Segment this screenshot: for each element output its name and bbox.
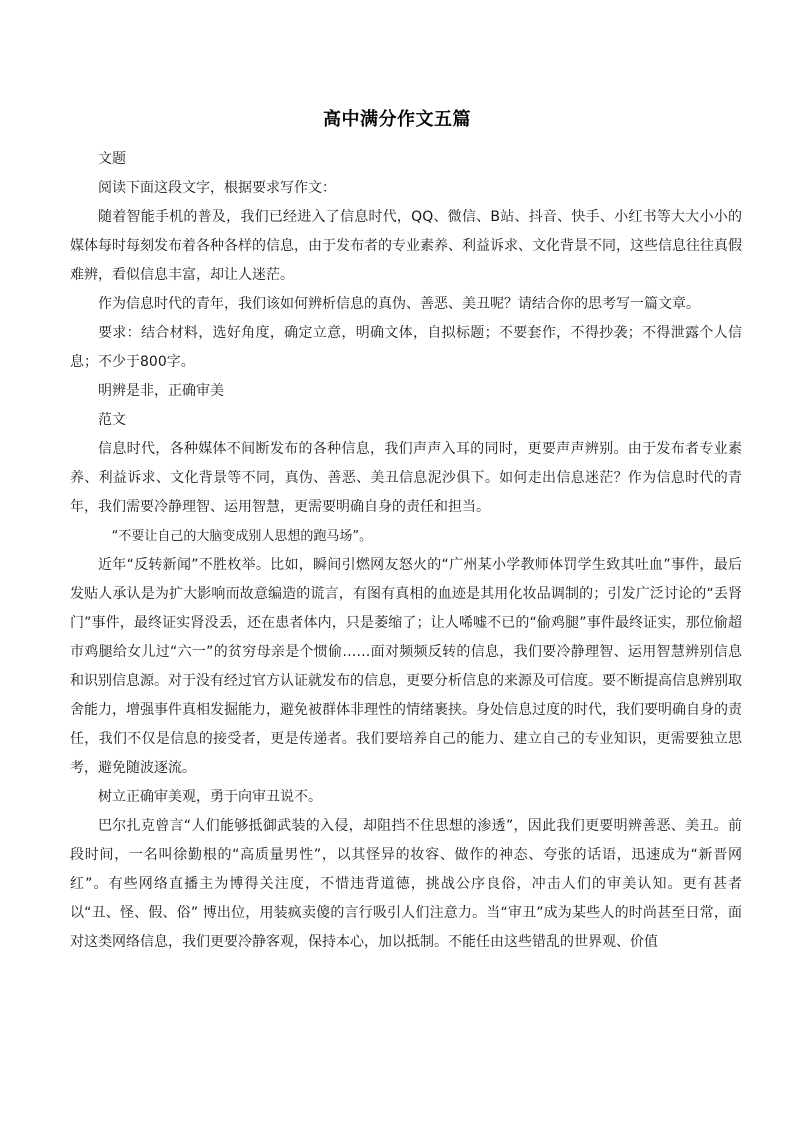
paragraph-balzac: 巴尔扎克曾言“人们能够抵御武装的入侵，却阻挡不住思想的渗透”，因此我们更要明辨善恶、美丑。前段时间，一名叫徐勤根的“高质量男性”，以其怪异的妆容、做作的神态、夸张的话语，迅速成为“新晋网红”。有些网络直播主为博得关注度，不惜违背道德，挑战公序良俗，冲击人们的审美认知。更有甚者以“丑、怪、假、俗” 博出位，用装疯卖傻的言行吸引人们注意力。当“审丑”成为某些人的时尚甚至日常，面对这类网络信息，我们更要冷静客观，保持本心，加以抵制。不能任由这些错乱的世界观、价值 [70,818,742,950]
paragraph-essay-intro: 信息时代，各种媒体不间断发布的各种信息，我们声声入耳的同时，更要声声辨别。由于发布者专业素养、利益诉求、文化背景等不同，真伪、善恶、美丑信息泥沙俱下。如何走出信息迷茫？作为信息时代的青年，我们需要冷静理智、运用智慧，更需要明确自身的责任和担当。 [70,441,742,515]
document-body [70,145,742,957]
paragraph-aesthetics-heading: 树立正确审美观，勇于向审丑说不。 [98,789,322,805]
paragraph-reversal-news: 近年“反转新闻”不胜枚举。比如，瞬间引燃网友怒火的“广州某小学教师体罚学生致其吐血”事件，最后发贴人承认是为扩大影响而故意编造的谎言，有图有真相的血迹是其用化妆品调制的；引发广泛讨论的“丢肾门”事件，最终证实肾没丢，还在患者体内，只是萎缩了；让人唏嘘不已的“偷鸡腿”事件最终证实，那位偷超市鸡腿给女儿过“六一”的贫穷母亲是个惯偷……面对频频反转的信息，我们要冷静理智、运用智慧辨别信息和识别信息源。对于没有经过官方认证就发布的信息，更要分析信息的来源及可信度。要不断提高信息辨别取舍能力，增强事件真相发掘能力，避免被群体非理性的情绪裹挟。身处信息过度的时代，我们要明确自身的责任，我们不仅是信息的接受者，更是传递者。我们要培养自己的能力、建立自己的专业知识，更需要独立思考，避免随波逐流。 [70,557,742,776]
paragraph-question: 作为信息时代的青年，我们该如何辨析信息的真伪、善恶、美丑呢？请结合你的思考写一篇文章。 [98,296,700,312]
paragraph-prompt-heading: 文题 [98,151,126,167]
paragraph-requirements: 要求：结合材料，选好角度，确定立意，明确文体，自拟标题；不要套作，不得抄袭；不得泄露个人信息；不少于800字。 [70,325,742,370]
document-title: 高中满分作文五篇 [323,109,471,130]
paragraph-quote: “不要让自己的大脑变成别人思想的跑马场”。 [111,529,373,544]
paragraph-sample-heading: 范文 [98,412,126,428]
paragraph-material: 随着智能手机的普及，我们已经进入了信息时代，QQ、微信、B站、抖音、快手、小红书等大大小小的媒体每时每刻发布着各种各样的信息，由于发布者的专业素养、利益诉求、文化背景不同，这些信息往往真假难辨，看似信息丰富，却让人迷茫。 [70,209,742,283]
paragraph-essay-title: 明辨是非，正确审美 [98,383,224,399]
paragraph-instruction: 阅读下面这段文字，根据要求写作文： [98,180,336,196]
